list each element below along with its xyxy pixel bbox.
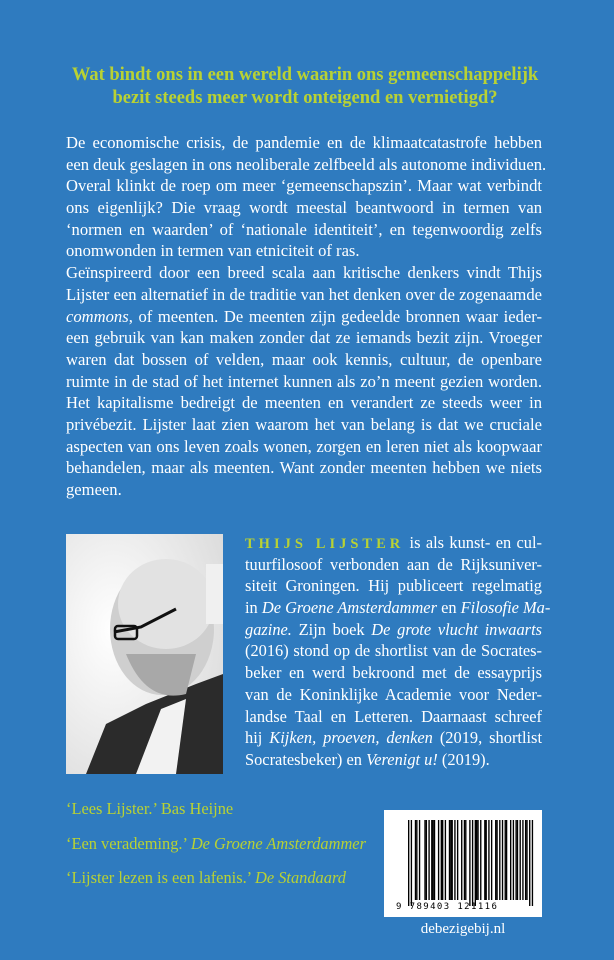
barcode-bar (520, 820, 521, 900)
text-segment: (2019). (437, 749, 490, 769)
barcode-bar (476, 820, 477, 900)
barcode-bar (438, 820, 439, 900)
text-segment: hij (245, 728, 270, 748)
blurb-line (66, 457, 542, 479)
barcode-bar (488, 820, 489, 900)
barcode-bar (484, 820, 485, 900)
blurb-line (66, 197, 542, 219)
bio-line (245, 619, 542, 641)
blurb-line (66, 219, 542, 241)
barcode-bar (441, 820, 442, 900)
barcode-bar (495, 820, 496, 900)
barcode-bar (532, 820, 533, 906)
barcode-bar (472, 820, 473, 906)
barcode-bar (461, 820, 462, 900)
text-segment: Zijn boek (291, 619, 372, 639)
text-segment: ruimte in de stad of het internet kunnen als zo’n meent gezien worden. (66, 371, 542, 391)
barcode-bar (510, 820, 511, 900)
text-segment: gemeen. (66, 480, 122, 499)
bio-line (245, 749, 542, 771)
bio-line (245, 532, 542, 554)
text-segment: ‘Een verademing.’ (66, 833, 191, 853)
text-segment: (2016) stond op de shortlist van de Socrates- (245, 641, 542, 661)
text-segment: , of meenten. De meenten zijn gedeelde bronnen waar ieder- (128, 306, 542, 326)
text-segment: Socratesbeker) en (245, 749, 367, 769)
barcode-bar (496, 820, 497, 900)
text-segment: privébezit. Lijster laat zien waarom het van belang is dat we cruciale (66, 414, 542, 434)
barcode-bar (431, 820, 432, 900)
text-segment: tuurfilosoof verbonden aan de Rijksuniver- (245, 554, 542, 574)
text-segment: en (436, 598, 461, 618)
barcode-bar (499, 820, 500, 900)
heading-line: Wat bindt ons in een wereld waarin ons gemeenschappelijk (71, 65, 539, 85)
text-segment: van de Koninklijke Academie voor Neder- (245, 684, 542, 704)
author-name: THIJS LIJSTER (245, 536, 405, 552)
barcode-bar (411, 820, 412, 906)
text-segment: Het kapitalisme bedreigt de meenten en verandert ze steeds weer in (66, 393, 542, 413)
text-segment: onomwonden in termen van etniciteit of ras. (66, 241, 360, 261)
text-segment: ‘Lijster lezen is een lafenis.’ (66, 868, 256, 888)
blurb-line (66, 371, 542, 393)
text-segment: landse Taal en Letteren. Daarnaast schreef (245, 706, 542, 726)
blurb-line (66, 175, 542, 197)
barcode-bar (457, 820, 458, 900)
text-segment: een gebruik van kan maken zonder dat ze iemands bezit zijn. Vroeger (66, 328, 542, 348)
barcode-bar (526, 820, 527, 900)
publisher-website[interactable]: debezigebij.nl (420, 921, 506, 937)
blurb-line (66, 262, 542, 284)
barcode-bar (486, 820, 487, 900)
italic-title: De grote vlucht inwaarts (371, 619, 542, 639)
bio-line (245, 727, 542, 749)
text-segment: een deuk geslagen in ons neoliberale zelfbeeld als autonome individuen. (66, 154, 547, 174)
blurb-line (66, 132, 542, 154)
italic-title: gazine. (245, 619, 292, 639)
italic-title: De Groene Amsterdammer (261, 598, 437, 618)
barcode-bar (424, 820, 425, 900)
barcode-bar (464, 820, 465, 900)
italic-title: De Groene Amsterdammer (190, 833, 366, 853)
barcode-bar (491, 820, 492, 900)
barcode-bar (428, 820, 429, 900)
text-segment: Overal klinkt de roep om meer ‘gemeenschapszin’. Maar wat verbindt (66, 176, 542, 196)
barcode-bar (450, 820, 451, 900)
italic-title: Filosofie Ma- (460, 598, 551, 618)
barcode-bar (449, 820, 450, 900)
barcode-bar (434, 820, 435, 900)
text-segment: beker en werd bekroond met de essayprijs (245, 663, 542, 683)
barcode-bar (419, 820, 420, 900)
blurb-text (66, 132, 547, 501)
blurb-line (66, 479, 542, 501)
review-quotes (66, 798, 366, 902)
blurb-line (66, 392, 542, 414)
blurb-line (66, 327, 542, 349)
review-quote (66, 867, 366, 902)
blurb-line (66, 240, 542, 262)
blurb-line (66, 414, 542, 436)
text-segment: Geïnspireerd door een breed scala aan kritische denkers vindt Thijs (66, 263, 542, 283)
barcode-bar (415, 820, 416, 900)
text-segment: De economische crisis, de pandemie en de klimaatcatastrofe hebben (66, 133, 542, 152)
text-segment: siteit Groningen. Hij publiceert regelmatig (245, 576, 542, 596)
barcode-bar (517, 820, 518, 900)
barcode-bar (416, 820, 417, 900)
barcode-bar (502, 820, 503, 900)
blurb-line (66, 349, 542, 371)
blurb-line (66, 284, 542, 306)
text-segment: ‘normen en waarden’ of ‘nationale identiteit’, en tegenwoordig zelfs (66, 219, 542, 239)
bio-line (245, 640, 542, 662)
review-quote (66, 833, 366, 868)
bio-line (245, 706, 542, 728)
barcode-bar (529, 820, 530, 906)
text-segment: is als kunst- en cul- (404, 533, 542, 552)
barcode-bar (513, 820, 514, 900)
barcode-bar (477, 820, 478, 900)
bio-line (245, 684, 542, 706)
cover-question-heading (60, 64, 550, 110)
barcode-bar (465, 820, 466, 900)
text-segment: waren dat bossen of velden, maar ook kennis, cultuur, de openbare (66, 349, 542, 369)
italic-title: Kijken, proeven, denken (269, 728, 433, 748)
barcode-bar (408, 820, 409, 906)
blurb-line (66, 306, 542, 328)
isbn-barcode (384, 810, 542, 917)
heading-line: bezit steeds meer wordt onteigend en vernietigd? (112, 88, 498, 108)
barcode-bar (432, 820, 433, 900)
blurb-line (66, 436, 542, 458)
barcode-bar (506, 820, 507, 900)
text-segment: aspecten van ons leven zoals wonen, zorgen en leren niet als koopwaar (66, 436, 542, 456)
text-segment: Lijster een alternatief in de traditie van het denken over de zogenaamde (66, 284, 542, 304)
text-segment: ons eigenlijk? Die vraag wordt meestal beantwoord in termen van (66, 198, 542, 218)
bio-line (245, 575, 542, 597)
author-photo (66, 534, 223, 774)
text-segment: ‘Lees Lijster.’ Bas Heijne (66, 799, 234, 818)
review-quote (66, 798, 366, 833)
barcode-bars (384, 810, 542, 917)
italic-title: Verenigt u! (366, 749, 438, 769)
blurb-line (66, 154, 547, 176)
bio-line (245, 662, 542, 684)
barcode-bar (515, 820, 516, 900)
barcode-bar (475, 820, 476, 906)
barcode-bar (442, 820, 443, 900)
barcode-bar (469, 820, 470, 906)
text-segment: in (245, 598, 262, 618)
barcode-bar (522, 820, 523, 900)
barcode-bar (452, 820, 453, 900)
barcode-bar (505, 820, 506, 900)
bio-line (245, 554, 542, 576)
text-segment: behandelen, maar als meenten. Want zonder meenten hebben we niets (66, 458, 542, 478)
italic-title: De Standaard (255, 868, 346, 888)
barcode-bar (480, 820, 481, 900)
italic-title: commons (66, 306, 129, 326)
bio-line (245, 597, 551, 619)
barcode-bar (454, 820, 455, 900)
author-bio (245, 532, 551, 771)
barcode-bar (445, 820, 446, 900)
barcode-bar (426, 820, 427, 900)
isbn-digits: 9 789403 121116 (396, 902, 499, 912)
barcode-bar (525, 820, 526, 900)
text-segment: (2019, shortlist (432, 728, 542, 748)
